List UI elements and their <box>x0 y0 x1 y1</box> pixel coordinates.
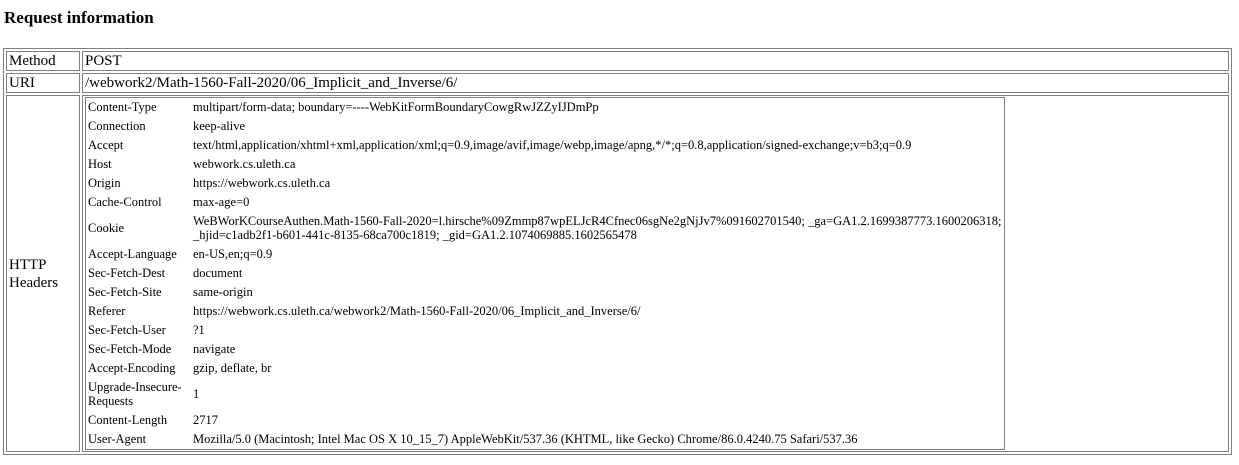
http-headers-row <box>6 95 1229 452</box>
cookie-value-line1: WeBWorKCourseAuthen.Math-1560-Fall-2020=l.hirsche%09Zmmp87wpELJcR4Cfnec06sgNe2gNjJv7%091602701540; _ga=GA1.2.1699387773.1600206318; <box>193 214 1002 228</box>
header-name: Host <box>88 157 112 171</box>
header-value: 1 <box>193 387 200 401</box>
http-headers-value <box>82 95 1229 452</box>
uri-row <box>6 73 1229 93</box>
header-value: document <box>193 266 243 280</box>
header-row <box>86 212 1004 245</box>
header-name: Sec-Fetch-Dest <box>88 266 166 280</box>
header-value: https://webwork.cs.uleth.ca <box>193 176 331 190</box>
header-row <box>86 98 1004 117</box>
uri-value: /webwork2/Math-1560-Fall-2020/06_Implicit_and_Inverse/6/ <box>82 73 1229 93</box>
method-label: Method <box>6 51 80 71</box>
header-name: Sec-Fetch-Mode <box>88 342 172 356</box>
header-row <box>86 359 1004 378</box>
header-row <box>86 430 1004 449</box>
header-value: max-age=0 <box>193 195 250 209</box>
method-value: POST <box>82 51 1229 71</box>
header-value: en-US,en;q=0.9 <box>193 247 273 261</box>
cookie-value-line2: _hjid=c1adb2f1-b601-441c-8135-68ca700c1819; _gid=GA1.2.1074069885.1602565478 <box>193 228 637 242</box>
header-row <box>86 302 1004 321</box>
header-row <box>86 155 1004 174</box>
header-name: User-Agent <box>88 432 147 446</box>
http-headers-label <box>6 95 80 452</box>
header-name: Referer <box>88 304 126 318</box>
request-info-table <box>3 48 1232 455</box>
header-name-line1: Upgrade-Insecure- <box>88 380 182 394</box>
header-name: Accept-Language <box>88 247 177 261</box>
header-name: Origin <box>88 176 121 190</box>
header-row <box>86 340 1004 359</box>
header-value <box>191 212 1004 245</box>
header-row <box>86 378 1004 411</box>
header-row <box>86 136 1004 155</box>
header-name-line2: Requests <box>88 394 134 408</box>
header-row <box>86 321 1004 340</box>
header-name: Sec-Fetch-User <box>88 323 166 337</box>
header-value: multipart/form-data; boundary=----WebKitFormBoundaryCowgRwJZZyIJDmPp <box>193 100 599 114</box>
header-name: Cookie <box>88 221 125 235</box>
http-headers-label-line1: HTTP <box>9 256 47 273</box>
header-name: Accept-Encoding <box>88 361 176 375</box>
header-value: https://webwork.cs.uleth.ca/webwork2/Math-1560-Fall-2020/06_Implicit_and_Inverse/6/ <box>193 304 641 318</box>
header-row <box>86 117 1004 136</box>
header-value: webwork.cs.uleth.ca <box>193 157 296 171</box>
header-value: ?1 <box>193 323 205 337</box>
header-row <box>86 174 1004 193</box>
header-row <box>86 245 1004 264</box>
header-name <box>86 378 191 411</box>
header-name: Content-Length <box>88 413 168 427</box>
header-row <box>86 283 1004 302</box>
headers-table <box>85 97 1005 450</box>
header-value: text/html,application/xhtml+xml,application/xml;q=0.9,image/avif,image/webp,image/apng,*/*;q=0.8,application/signed-exchange;v=b3;q=0.9 <box>193 138 912 152</box>
header-name: Cache-Control <box>88 195 162 209</box>
http-headers-label-line2: Headers <box>9 274 59 291</box>
page-title: Request information <box>4 8 154 27</box>
header-value: keep-alive <box>193 119 246 133</box>
header-name: Connection <box>88 119 146 133</box>
header-value: gzip, deflate, br <box>193 361 272 375</box>
header-value: same-origin <box>193 285 253 299</box>
method-row <box>6 51 1229 71</box>
header-value: 2717 <box>193 413 218 427</box>
header-value: Mozilla/5.0 (Macintosh; Intel Mac OS X 10_15_7) AppleWebKit/537.36 (KHTML, like Gecko) Chrome/86.0.4240.75 Safari/537.36 <box>193 432 858 446</box>
header-row <box>86 193 1004 212</box>
header-name: Sec-Fetch-Site <box>88 285 162 299</box>
header-row <box>86 264 1004 283</box>
header-value: navigate <box>193 342 236 356</box>
header-name: Content-Type <box>88 100 157 114</box>
header-row <box>86 411 1004 430</box>
uri-label: URI <box>6 73 80 93</box>
header-name: Accept <box>88 138 124 152</box>
